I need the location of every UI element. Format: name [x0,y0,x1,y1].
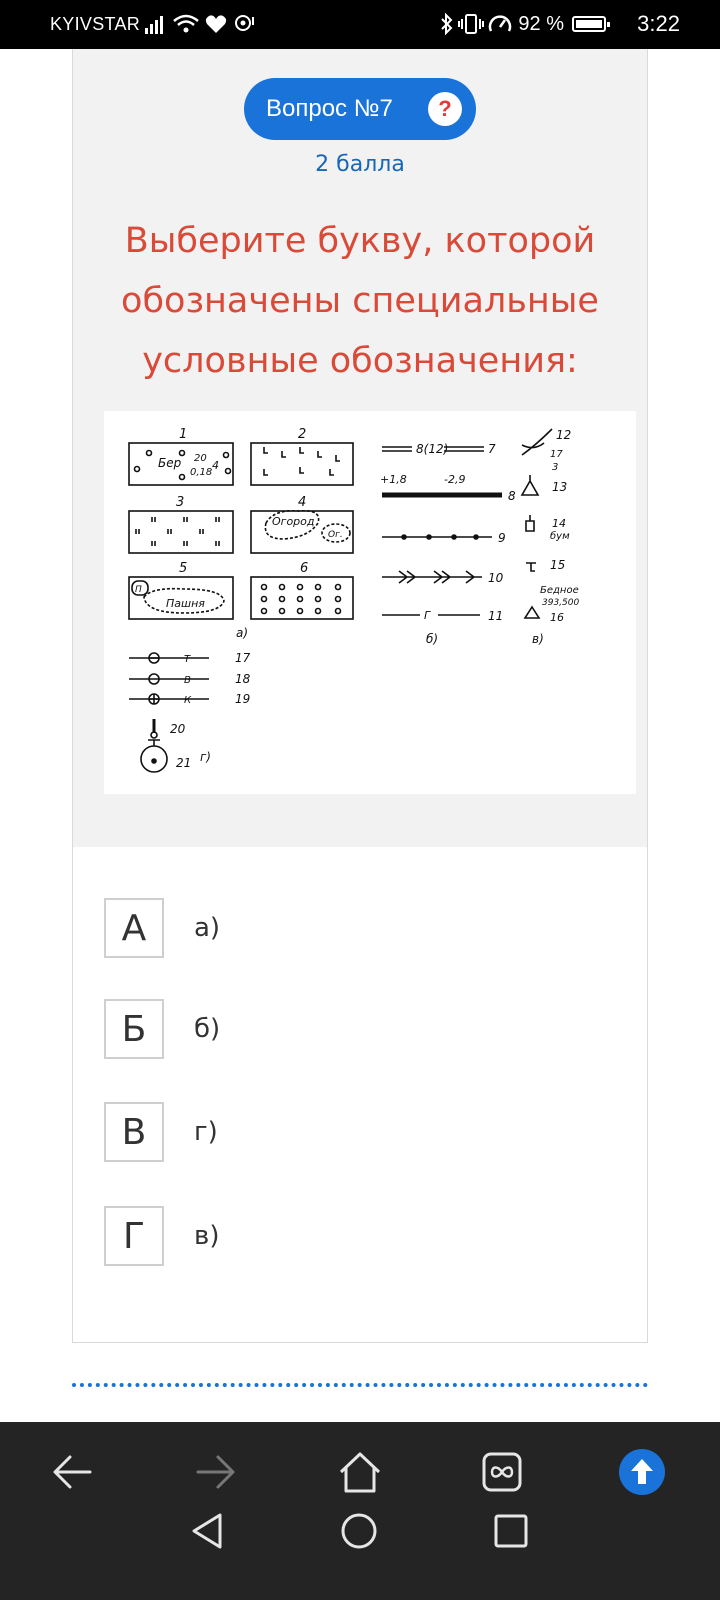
fig-label-6: 6 [300,561,309,576]
fig-caption-b: б) [426,632,439,646]
heart-icon [205,14,227,34]
fig-label-13: 13 [552,480,568,494]
fig-label-k: К [184,695,192,706]
option-text: г) [194,1117,218,1147]
option-letter-box[interactable]: А [104,898,164,958]
help-icon[interactable]: ? [428,92,462,126]
fig-label-19: 19 [235,692,251,706]
location-icon [233,14,255,34]
map-symbols-image [104,411,636,794]
fig-label-ber: Бер [158,456,182,470]
question-header [73,49,647,847]
option-text: в) [194,1221,220,1251]
back-button[interactable] [42,1444,102,1500]
fig-label-bednoe: Бедное [540,585,579,596]
answer-option-g[interactable] [104,1206,604,1266]
fig-label-p: П [135,585,142,595]
fig-label-plus: +1,8 [380,473,407,486]
answer-option-v[interactable] [104,1102,604,1162]
fig-label-18: 18 [235,672,251,686]
carrier-name: KYIVSTAR [50,14,141,34]
fig-label-g: Г [424,609,431,622]
triangle-back-icon [190,1512,224,1550]
fig-label-15: 15 [550,558,566,572]
question-text: Выберите букву, которой обозначены специальные условные обозначения: [121,221,599,381]
fig-label-pashnya: Пашня [166,597,205,610]
tabs-button[interactable] [472,1442,532,1502]
vibrate-icon [458,13,484,35]
question-number-badge [244,78,476,140]
fig-label-1: 1 [179,427,188,442]
answer-option-a[interactable] [104,898,604,958]
fig-label-frac12-bottom: 3 [552,462,559,473]
home-icon [337,1450,383,1494]
fig-label-v: В [184,675,191,686]
fig-label-minus: -2,9 [444,473,466,486]
option-letter-box[interactable]: Б [104,999,164,1059]
fig-label-frac-top: 20 [194,453,207,464]
forward-arrow-icon [194,1452,238,1492]
fig-label-frac12-top: 17 [550,449,563,460]
question-points: 2 балла [315,152,405,177]
battery-icon [572,16,606,32]
square-recents-icon [493,1513,529,1549]
fig-label-9: 9 [498,531,506,545]
fig-label-12: 12 [556,428,572,442]
battery-percent: 92 % [518,12,564,35]
option-letter-box[interactable]: Г [104,1206,164,1266]
fig-label-og: Ог. [328,530,343,540]
question-card [72,49,648,1343]
signal-icon [145,14,167,34]
question-number: Вопрос №7 [266,95,393,122]
fig-label-frac-right: 4 [212,459,219,472]
option-text: б) [194,1014,221,1044]
section-divider [72,1383,648,1387]
status-bar [0,0,720,49]
bluetooth-icon [440,13,454,35]
fig-label-20: 20 [170,722,186,736]
fig-label-7: 7 [488,442,496,456]
system-home-button[interactable] [334,1506,384,1556]
fig-label-14: 14 [552,517,566,530]
fig-caption-v: в) [532,632,544,646]
fig-label-bednoe-val: 393,500 [542,598,580,608]
fig-label-5: 5 [179,561,188,576]
map-symbols-figure [104,411,636,794]
fig-label-2: 2 [298,427,307,442]
fig-label-3: 3 [176,495,185,510]
system-back-button[interactable] [182,1506,232,1556]
option-letter-box[interactable]: В [104,1102,164,1162]
circle-home-icon [340,1512,378,1550]
fig-label-10: 10 [488,571,504,585]
back-arrow-icon [50,1452,94,1492]
option-text: а) [194,913,221,943]
system-recents-button[interactable] [486,1506,536,1556]
fig-label-17: 17 [235,651,251,665]
fig-label-8: 8 [508,489,516,503]
speed-icon [488,13,512,35]
fig-label-21: 21 [176,756,192,770]
scroll-top-button[interactable] [612,1442,672,1502]
clock: 3:22 [637,11,680,36]
answer-option-b[interactable] [104,999,604,1059]
wifi-icon [173,14,199,34]
forward-button[interactable] [186,1444,246,1500]
fig-label-11: 11 [488,609,504,623]
scroll-top-icon [618,1448,666,1496]
home-button[interactable] [330,1442,390,1502]
fig-label-frac-bottom: 0,18 [190,467,213,478]
fig-label-bum: бум [550,531,570,542]
fig-label-16: 16 [550,611,564,624]
fig-caption-g: г) [200,750,211,764]
tabs-icon [481,1451,523,1493]
fig-label-4: 4 [298,495,307,510]
fig-label-8-12: 8(12) [416,442,449,456]
browser-toolbar [0,1422,720,1600]
fig-label-t: Т [184,654,191,665]
fig-label-ogorod: Огород [272,515,315,528]
fig-caption-a: а) [236,626,249,640]
